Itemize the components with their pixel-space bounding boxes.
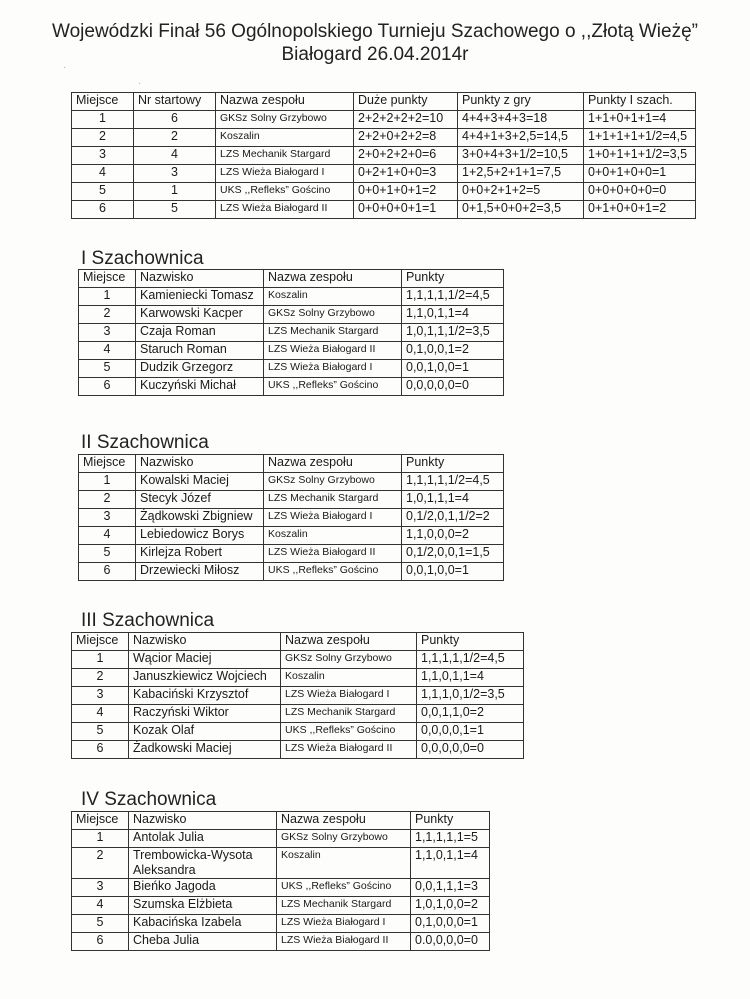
table-cell: Trembowicka-Wysota Aleksandra bbox=[129, 848, 277, 879]
table-cell: LZS Mechanik Stargard bbox=[264, 324, 402, 342]
table-cell: Koszalin bbox=[264, 527, 402, 545]
scan-speck: · bbox=[138, 78, 142, 89]
table-cell: LZS Wieża Białogard I bbox=[281, 687, 417, 705]
table-cell: 0,1/2,0,0,1=1,5 bbox=[402, 545, 504, 563]
table-cell: 0,1,0,0,0=1 bbox=[411, 915, 490, 933]
table-cell: 0.0,0,0,0=0 bbox=[411, 933, 490, 951]
table-cell: Żądkowski Zbigniew bbox=[136, 509, 264, 527]
table-cell: Czaja Roman bbox=[136, 324, 264, 342]
table-cell: 4 bbox=[72, 165, 134, 183]
column-header: Nazwa zespołu bbox=[277, 812, 411, 830]
table-cell: Lebiedowicz Borys bbox=[136, 527, 264, 545]
table-cell: Staruch Roman bbox=[136, 342, 264, 360]
column-header: Nazwa zespołu bbox=[216, 93, 354, 111]
table-cell: 3+0+4+3+1/2=10,5 bbox=[458, 147, 584, 165]
table-row bbox=[79, 342, 504, 360]
table-cell: Koszalin bbox=[216, 129, 354, 147]
table-cell: 1,0,1,1,1/2=3,5 bbox=[402, 324, 504, 342]
table-cell: 1,1,0,1,1=4 bbox=[417, 669, 524, 687]
table-cell: LZS Wieża Białogard I bbox=[264, 509, 402, 527]
table-cell: GKSz Solny Grzybowo bbox=[281, 651, 417, 669]
table-cell: LZS Wieża Białogard I bbox=[216, 165, 354, 183]
table-cell: 0+0+0+0+1=1 bbox=[354, 201, 458, 219]
table-cell: 3 bbox=[79, 324, 136, 342]
table-cell: 5 bbox=[134, 201, 216, 219]
table-cell: 3 bbox=[72, 147, 134, 165]
table-cell: 5 bbox=[79, 545, 136, 563]
table-row bbox=[72, 915, 490, 933]
table-row bbox=[79, 509, 504, 527]
board-2-table bbox=[78, 454, 504, 581]
document-title: Wojewódzki Finał 56 Ogólnopolskiego Turnieju Szachowego o ,,Złotą Wieżę” bbox=[52, 21, 698, 42]
table-cell: 5 bbox=[79, 360, 136, 378]
table-cell: 0,0,0,0,0=0 bbox=[417, 741, 524, 759]
table-cell: LZS Wieża Białogard I bbox=[264, 360, 402, 378]
table-cell: UKS ,,Refleks” Gościno bbox=[277, 879, 411, 897]
table-cell: Żadkowski Maciej bbox=[129, 741, 281, 759]
table-cell: GKSz Solny Grzybowo bbox=[216, 111, 354, 129]
table-cell: LZS Wieża Białogard II bbox=[216, 201, 354, 219]
table-cell: 3 bbox=[134, 165, 216, 183]
table-row bbox=[72, 111, 696, 129]
table-cell: Drzewiecki Miłosz bbox=[136, 563, 264, 581]
table-cell: 0,0,1,0,0=1 bbox=[402, 360, 504, 378]
table-cell: 1+1+1+1+1/2=4,5 bbox=[584, 129, 696, 147]
table-cell: 3 bbox=[72, 879, 129, 897]
table-cell: LZS Mechanik Stargard bbox=[277, 897, 411, 915]
table-cell: 1,1,0,1,1=4 bbox=[411, 848, 490, 879]
table-cell: 0+0+0+0+0=0 bbox=[584, 183, 696, 201]
table-row bbox=[72, 165, 696, 183]
table-cell: Wącior Maciej bbox=[129, 651, 281, 669]
table-row bbox=[79, 324, 504, 342]
table-row bbox=[79, 288, 504, 306]
table-cell: Koszalin bbox=[277, 848, 411, 879]
table-cell: 4 bbox=[134, 147, 216, 165]
table-cell: Kabacińska Izabela bbox=[129, 915, 277, 933]
table-cell: 1,1,0,0,0=2 bbox=[402, 527, 504, 545]
table-row bbox=[72, 897, 490, 915]
table-cell: Cheba Julia bbox=[129, 933, 277, 951]
table-cell: Koszalin bbox=[281, 669, 417, 687]
table-cell: 1 bbox=[79, 473, 136, 491]
table-row bbox=[79, 306, 504, 324]
table-cell: 1 bbox=[72, 830, 129, 848]
table-cell: 6 bbox=[72, 741, 129, 759]
table-cell: 1 bbox=[134, 183, 216, 201]
table-cell: 0+1+0+0+1=2 bbox=[584, 201, 696, 219]
table-cell: 5 bbox=[72, 723, 129, 741]
table-cell: 2+0+2+2+0=6 bbox=[354, 147, 458, 165]
table-cell: 0+2+1+0+0=3 bbox=[354, 165, 458, 183]
board-4-table bbox=[71, 811, 490, 951]
team-results-table bbox=[71, 92, 696, 219]
table-row bbox=[72, 741, 524, 759]
table-cell: 0,1/2,0,1,1/2=2 bbox=[402, 509, 504, 527]
table-cell: 1+0+1+1+1/2=3,5 bbox=[584, 147, 696, 165]
column-header: Nazwisko bbox=[136, 455, 264, 473]
table-row bbox=[72, 147, 696, 165]
table-cell: 5 bbox=[72, 183, 134, 201]
table-cell: 2 bbox=[79, 306, 136, 324]
board-3-heading: III Szachownica bbox=[81, 610, 215, 631]
table-cell: 4+4+1+3+2,5=14,5 bbox=[458, 129, 584, 147]
column-header: Punkty I szach. bbox=[584, 93, 696, 111]
table-row bbox=[79, 491, 504, 509]
table-cell: 3 bbox=[79, 509, 136, 527]
table-cell: LZS Wieża Białogard II bbox=[277, 933, 411, 951]
table-cell: 1 bbox=[72, 651, 129, 669]
table-row bbox=[79, 527, 504, 545]
table-cell: GKSz Solny Grzybowo bbox=[264, 306, 402, 324]
board-3-table bbox=[71, 632, 524, 759]
table-cell: Kirlejza Robert bbox=[136, 545, 264, 563]
table-row bbox=[72, 183, 696, 201]
column-header: Nr startowy bbox=[134, 93, 216, 111]
table-row bbox=[72, 848, 490, 879]
table-cell: 1+2,5+2+1+1=7,5 bbox=[458, 165, 584, 183]
table-cell: Antolak Julia bbox=[129, 830, 277, 848]
table-cell: LZS Mechanik Stargard bbox=[264, 491, 402, 509]
column-header: Miejsce bbox=[72, 633, 129, 651]
table-cell: 0,0,0,0,1=1 bbox=[417, 723, 524, 741]
column-header: Miejsce bbox=[72, 93, 134, 111]
table-row bbox=[79, 563, 504, 581]
table-cell: 6 bbox=[72, 201, 134, 219]
table-cell: 2 bbox=[72, 129, 134, 147]
table-cell: 0+1,5+0+0+2=3,5 bbox=[458, 201, 584, 219]
table-cell: UKS ,,Refleks” Gościno bbox=[216, 183, 354, 201]
table-cell: UKS ,,Refleks” Gościno bbox=[281, 723, 417, 741]
table-row bbox=[72, 879, 490, 897]
column-header: Nazwisko bbox=[136, 270, 264, 288]
column-header: Punkty bbox=[402, 270, 504, 288]
table-cell: 0,0,1,0,0=1 bbox=[402, 563, 504, 581]
table-row bbox=[79, 545, 504, 563]
table-cell: Kuczyński Michał bbox=[136, 378, 264, 396]
table-header-row bbox=[79, 455, 504, 473]
table-cell: 0,1,0,0,1=2 bbox=[402, 342, 504, 360]
table-cell: 1,1,1,1,1/2=4,5 bbox=[417, 651, 524, 669]
table-cell: 2+2+2+2+2=10 bbox=[354, 111, 458, 129]
table-cell: 1,1,1,1,1/2=4,5 bbox=[402, 473, 504, 491]
table-row bbox=[79, 378, 504, 396]
column-header: Miejsce bbox=[72, 812, 129, 830]
table-cell: Kabaciński Krzysztof bbox=[129, 687, 281, 705]
table-cell: Szumska Elżbieta bbox=[129, 897, 277, 915]
table-row bbox=[72, 129, 696, 147]
table-cell: LZS Mechanik Stargard bbox=[281, 705, 417, 723]
table-cell: 6 bbox=[72, 933, 129, 951]
table-cell: Kozak Olaf bbox=[129, 723, 281, 741]
table-cell: 2 bbox=[79, 491, 136, 509]
board-4-heading: IV Szachownica bbox=[81, 789, 217, 810]
table-cell: 2 bbox=[72, 848, 129, 879]
table-cell: LZS Wieża Białogard II bbox=[264, 545, 402, 563]
table-cell: UKS ,,Refleks” Gościno bbox=[264, 378, 402, 396]
column-header: Miejsce bbox=[79, 270, 136, 288]
board-1-table bbox=[78, 269, 504, 396]
table-cell: Koszalin bbox=[264, 288, 402, 306]
table-cell: 1 bbox=[79, 288, 136, 306]
table-cell: 6 bbox=[79, 563, 136, 581]
column-header: Nazwisko bbox=[129, 812, 277, 830]
table-cell: 2 bbox=[72, 669, 129, 687]
table-cell: 0,0,1,1,1=3 bbox=[411, 879, 490, 897]
table-cell: GKSz Solny Grzybowo bbox=[264, 473, 402, 491]
table-cell: 0+0+2+1+2=5 bbox=[458, 183, 584, 201]
table-cell: Stecyk Józef bbox=[136, 491, 264, 509]
table-cell: Dudzik Grzegorz bbox=[136, 360, 264, 378]
table-row bbox=[72, 669, 524, 687]
column-header: Nazwa zespołu bbox=[264, 455, 402, 473]
table-cell: Kowalski Maciej bbox=[136, 473, 264, 491]
table-cell: 2+2+0+2+2=8 bbox=[354, 129, 458, 147]
table-header-row bbox=[72, 633, 524, 651]
document-subtitle: Białogard 26.04.2014r bbox=[281, 44, 469, 65]
table-cell: 2 bbox=[134, 129, 216, 147]
table-cell: 6 bbox=[79, 378, 136, 396]
column-header: Nazwa zespołu bbox=[264, 270, 402, 288]
table-cell: Bieńko Jagoda bbox=[129, 879, 277, 897]
table-cell: LZS Mechanik Stargard bbox=[216, 147, 354, 165]
table-cell: LZS Wieża Białogard II bbox=[281, 741, 417, 759]
table-cell: 4 bbox=[79, 527, 136, 545]
table-cell: 1,0,1,1,1=4 bbox=[402, 491, 504, 509]
table-row bbox=[72, 830, 490, 848]
column-header: Punkty bbox=[402, 455, 504, 473]
table-cell: GKSz Solny Grzybowo bbox=[277, 830, 411, 848]
column-header: Punkty z gry bbox=[458, 93, 584, 111]
column-header: Punkty bbox=[411, 812, 490, 830]
table-cell: 1,1,0,1,1=4 bbox=[402, 306, 504, 324]
table-cell: 5 bbox=[72, 915, 129, 933]
table-cell: 4 bbox=[79, 342, 136, 360]
table-cell: Januszkiewicz Wojciech bbox=[129, 669, 281, 687]
table-cell: UKS ,,Refleks” Gościno bbox=[264, 563, 402, 581]
column-header: Miejsce bbox=[79, 455, 136, 473]
table-cell: 0,0,1,1,0=2 bbox=[417, 705, 524, 723]
table-cell: Karwowski Kacper bbox=[136, 306, 264, 324]
table-row bbox=[72, 705, 524, 723]
table-cell: 1,1,1,1,1/2=4,5 bbox=[402, 288, 504, 306]
table-cell: 4 bbox=[72, 705, 129, 723]
table-header-row bbox=[79, 270, 504, 288]
table-cell: LZS Wieża Białogard I bbox=[277, 915, 411, 933]
column-header: Duże punkty bbox=[354, 93, 458, 111]
table-cell: 1,1,1,1,1=5 bbox=[411, 830, 490, 848]
table-row bbox=[79, 473, 504, 491]
column-header: Nazwa zespołu bbox=[281, 633, 417, 651]
board-1-heading: I Szachownica bbox=[81, 248, 204, 269]
table-cell: 0,0,0,0,0=0 bbox=[402, 378, 504, 396]
table-row bbox=[72, 687, 524, 705]
table-header-row bbox=[72, 93, 696, 111]
table-cell: 6 bbox=[134, 111, 216, 129]
column-header: Nazwisko bbox=[129, 633, 281, 651]
table-cell: 4+4+3+4+3=18 bbox=[458, 111, 584, 129]
table-cell: Raczyński Wiktor bbox=[129, 705, 281, 723]
board-2-heading: II Szachownica bbox=[81, 432, 209, 453]
table-row bbox=[72, 723, 524, 741]
table-cell: 0+0+1+0+0=1 bbox=[584, 165, 696, 183]
table-cell: Kamieniecki Tomasz bbox=[136, 288, 264, 306]
table-cell: 3 bbox=[72, 687, 129, 705]
table-cell: 1+1+0+1+1=4 bbox=[584, 111, 696, 129]
table-cell: 4 bbox=[72, 897, 129, 915]
column-header: Punkty bbox=[417, 633, 524, 651]
table-cell: 0+0+1+0+1=2 bbox=[354, 183, 458, 201]
table-row bbox=[72, 201, 696, 219]
table-row bbox=[72, 651, 524, 669]
table-cell: 1,0,1,0,0=2 bbox=[411, 897, 490, 915]
table-cell: LZS Wieża Białogard II bbox=[264, 342, 402, 360]
table-row bbox=[79, 360, 504, 378]
table-cell: 1,1,1,0,1/2=3,5 bbox=[417, 687, 524, 705]
table-row bbox=[72, 933, 490, 951]
table-cell: 1 bbox=[72, 111, 134, 129]
scan-speck: · bbox=[63, 62, 67, 73]
table-header-row bbox=[72, 812, 490, 830]
